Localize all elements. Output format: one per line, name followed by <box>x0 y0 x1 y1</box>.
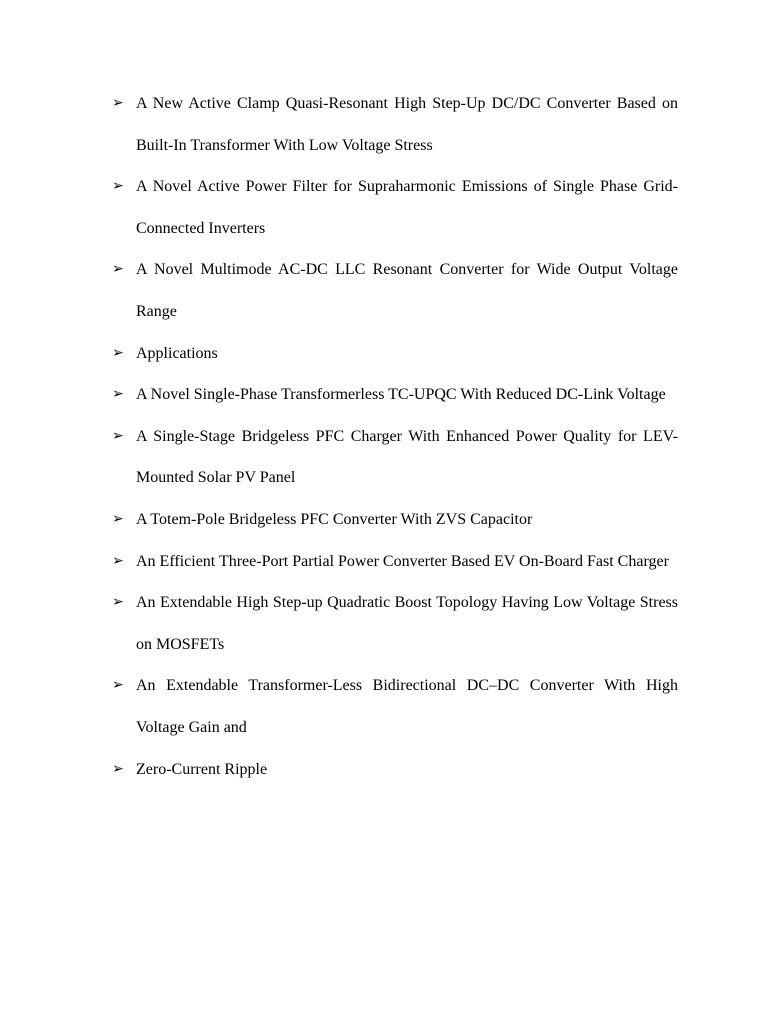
list-item <box>112 83 678 166</box>
list-item-text: An Extendable Transformer-Less Bidirectional DC–DC Converter With High Voltage Gain and <box>136 677 678 736</box>
list-item <box>112 541 678 583</box>
list-item <box>112 249 678 332</box>
list-item <box>112 166 678 249</box>
arrow-bullet-icon: ➢ <box>112 594 124 611</box>
list-item-text: An Extendable High Step-up Quadratic Boost Topology Having Low Voltage Stress on MOSFETs <box>136 594 678 653</box>
arrow-bullet-icon: ➢ <box>112 760 124 777</box>
list-item-text: A Single-Stage Bridgeless PFC Charger With Enhanced Power Quality for LEV-Mounted Solar PV Panel <box>136 427 678 487</box>
list-item <box>112 333 678 375</box>
list-item <box>112 416 678 499</box>
list-item <box>112 374 678 416</box>
arrow-bullet-icon: ➢ <box>112 386 124 403</box>
arrow-bullet-icon: ➢ <box>112 344 124 361</box>
bullet-list <box>112 83 678 790</box>
arrow-bullet-icon: ➢ <box>112 261 124 278</box>
arrow-bullet-icon: ➢ <box>112 178 124 195</box>
list-item-text: A Novel Multimode AC-DC LLC Resonant Converter for Wide Output Voltage Range <box>136 261 678 320</box>
list-item <box>112 499 678 541</box>
arrow-bullet-icon: ➢ <box>112 552 124 569</box>
list-item-text: A New Active Clamp Quasi-Resonant High Step-Up DC/DC Converter Based on Built-In Transformer With Low Voltage Stress <box>136 95 678 154</box>
arrow-bullet-icon: ➢ <box>112 427 124 444</box>
list-item <box>112 665 678 748</box>
list-item-text: A Totem-Pole Bridgeless PFC Converter With ZVS Capacitor <box>136 510 533 528</box>
arrow-bullet-icon: ➢ <box>112 510 124 527</box>
list-item-text: An Efficient Three-Port Partial Power Converter Based EV On-Board Fast Charger <box>136 552 669 570</box>
list-item-text: Applications <box>136 344 218 362</box>
list-item <box>112 749 678 791</box>
list-item <box>112 582 678 665</box>
list-item-text: A Novel Single-Phase Transformerless TC-UPQC With Reduced DC-Link Voltage <box>136 386 666 404</box>
list-item-text: A Novel Active Power Filter for Supraharmonic Emissions of Single Phase Grid-Connected Inverters <box>136 178 678 237</box>
arrow-bullet-icon: ➢ <box>112 677 124 694</box>
arrow-bullet-icon: ➢ <box>112 95 124 111</box>
list-item-text: Zero-Current Ripple <box>136 760 268 778</box>
